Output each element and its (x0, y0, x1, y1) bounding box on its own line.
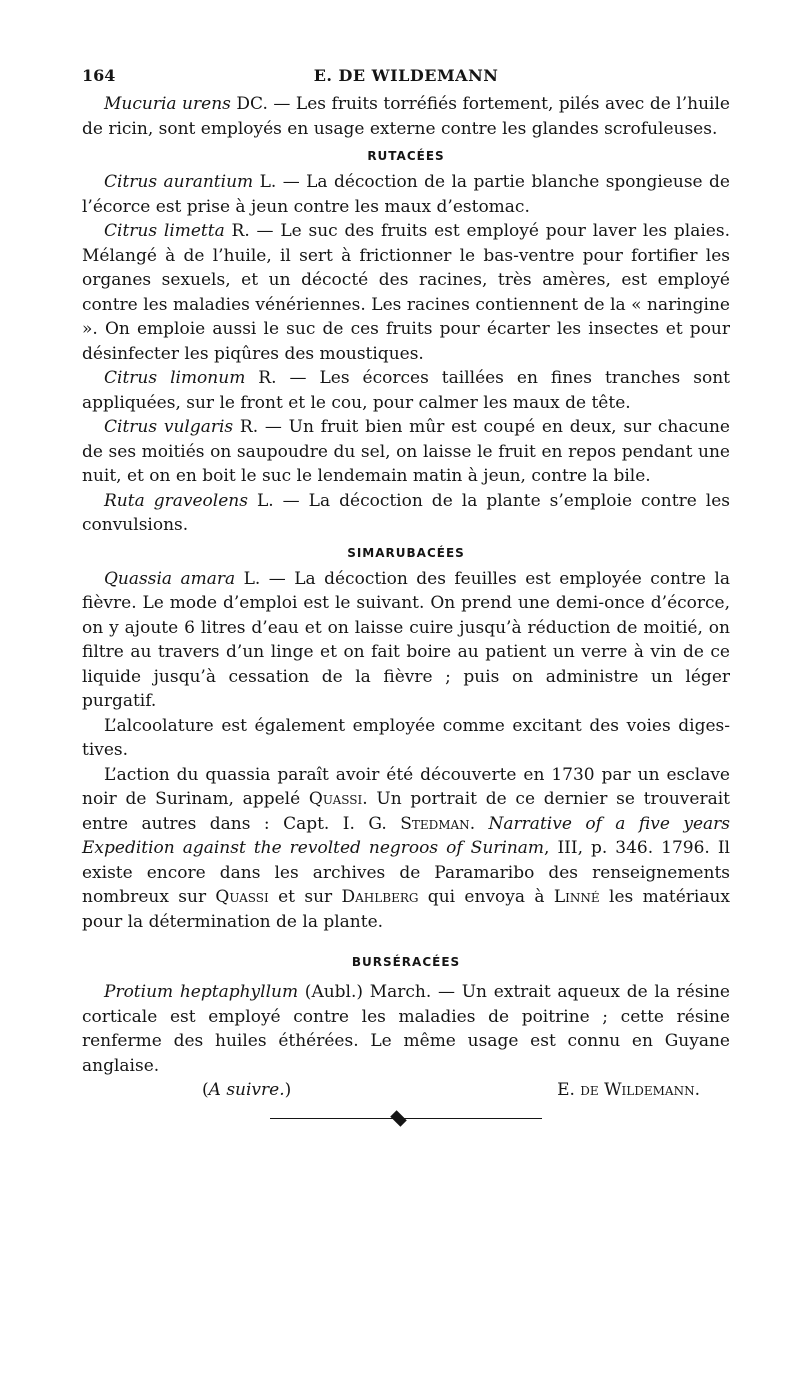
taxon-name: Ruta graveolens (104, 490, 248, 511)
section-heading-rutacees: RUTACÉES (367, 149, 445, 163)
text-run: . (469, 813, 489, 834)
person-name-stedman: Stedman (400, 813, 470, 834)
entry-citrus-limonum (82, 366, 730, 415)
person-name-quassi: Quassi (215, 887, 269, 907)
to-be-continued (202, 1078, 291, 1103)
paren-open: ( (202, 1080, 209, 1100)
person-name-linne: Linné (553, 887, 600, 907)
entry-text: L. — La décoction de la plante s’emploie contre les convulsions. (82, 490, 730, 535)
entry-text: R. — Les écorces taillées en fines tranches sont appliquées, sur le front et le cou, pour calmer les maux de tête. (82, 368, 730, 413)
entry-text: R. — Un fruit bien mûr est coupé en deux, sur chacune de ses moitiés on saupoudre du sel, on laisse le fruit en repos pendant une nuit, et on en boit le suc le lendemain matin à jeun, contre la bile. (82, 417, 730, 486)
paragraph-alcoolature: L’alcoolature est également employée comme excitant des voies digestives. (82, 715, 730, 760)
paragraph-quassia-history (82, 763, 730, 935)
entry-text: R. — Le suc des fruits est employé pour laver les plaies. Mélangé à de l’huile, il sert à frictionner le bas-ventre pour fortifier les organes sexuels, et un décocté des racines, très amères, est employé contre les maladies vénériennes. Les racines contiennent de la « naringine ». On emploie aussi le suc de ces fruits pour écarter les insectes et pour désinfecter les piqûres des moustiques. (82, 221, 730, 364)
person-name-dahlberg: Dahlberg (341, 887, 419, 907)
entry-quassia-amara (82, 567, 730, 714)
person-name-quassi: Quassi (308, 789, 363, 809)
text-run: , III, p. 346. 1796. Il existe encore dans les archives de Paramaribo des renseignements nombreux sur (82, 838, 730, 907)
taxon-name: Citrus vulgaris (104, 417, 234, 437)
taxon-name: Protium heptaphyllum (104, 982, 299, 1002)
page-number: 164 (82, 66, 116, 85)
paren-close: ) (284, 1080, 292, 1100)
author-signature: E. de Wildemann. (557, 1080, 700, 1100)
entry-ruta-graveolens (82, 489, 730, 538)
book-title: Narrative of a five years Expedition against the revolted negroos of Surinam (82, 813, 731, 858)
running-head (82, 62, 730, 88)
entry-text: L. — La décoction des feuilles est employée contre la fièvre. Le mode d’emploi est le suivant. On prend une demi-once d’écorce, on y ajoute 6 litres d’eau et on laisse cuire jusqu’à réduction de moitié, on filtre au travers d’un linge et on fait boire au patient un verre à vin de ce liquide jusqu’à cessation de la fièvre ; puis on administre un léger purgatif. (82, 568, 730, 711)
entry-text: DC. — Les fruits torréfiés fortement, pilés avec de l’huile de ricin, sont employés en usage externe contre les glandes scrofuleuses. (82, 94, 730, 139)
taxon-name: Mucuria urens (104, 94, 231, 114)
end-ornament-rule (270, 1112, 542, 1126)
signoff (82, 1078, 730, 1102)
entry-citrus-vulgaris (82, 415, 730, 489)
section-heading-burseracees: BURSÉRACÉES (351, 955, 461, 969)
running-title: E. DE WILDEMANN (313, 66, 499, 85)
text-run: L’action du quassia paraît avoir été découverte en 1730 par un esclave noir de Surinam, appelé (82, 764, 730, 809)
text-run: . Un portrait de ce dernier se trouverait entre autres dans : Capt. I. G. (82, 789, 730, 834)
taxon-name: Citrus aurantium (104, 172, 254, 192)
entry-citrus-limetta (82, 219, 730, 366)
entry-protium-heptaphyllum (82, 980, 730, 1078)
page (82, 62, 730, 1126)
diamond-ornament-icon (390, 1110, 407, 1127)
entry-citrus-aurantium (82, 170, 730, 219)
entry-mucuria-urens (82, 92, 730, 141)
text-run: qui envoya à (418, 887, 554, 907)
text-run: et sur (268, 887, 342, 907)
entry-text: (Aubl.) March. — Un extrait aqueux de la résine corticale est employé contre les maladies de poitrine ; cette résine renferme des huiles éthérées. Le même usage est connu en Guyane anglaise. (82, 982, 730, 1076)
taxon-name: Quassia amara (104, 568, 236, 589)
text-run: les matériaux pour la détermination de la plante. (82, 887, 730, 932)
taxon-name: Citrus limonum (104, 368, 246, 388)
continued-word: A suivre. (208, 1080, 285, 1100)
taxon-name: Citrus limetta (104, 221, 225, 241)
entry-text: L. — La décoction de la partie blanche spongieuse de l’écorce est prise à jeun contre les maux d’estomac. (82, 172, 730, 217)
section-heading-simarubacees: SIMARUBACÉES (347, 545, 465, 560)
